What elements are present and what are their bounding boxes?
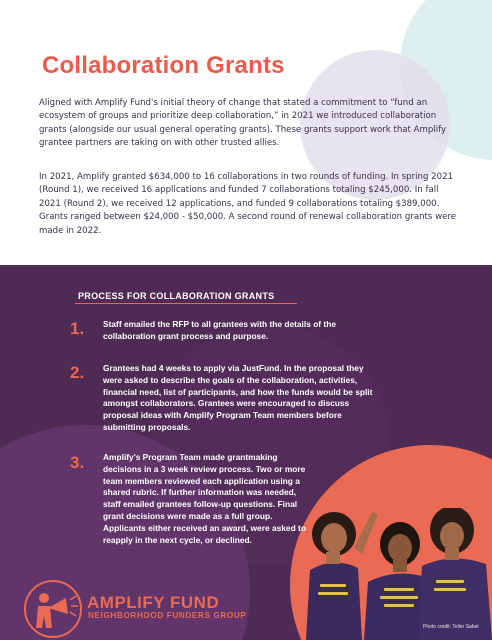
brand-subtitle: NEIGHBORHOOD FUNDERS GROUP bbox=[88, 611, 247, 620]
step-1-number: 1. bbox=[70, 319, 85, 338]
step-2-text: Grantees had 4 weeks to apply via JustFund. In the proposal they were asked to describe the goals of the collaboration, activities, financial need, list of participants, and how the funds would be split amongst collaborators. Grantees were encouraged to discuss proposal ideas with Amplify Program Team members before submitting proposals. bbox=[103, 363, 373, 432]
process-heading: PROCESS FOR COLLABORATION GRANTS bbox=[78, 291, 275, 301]
funding-summary-paragraph: In 2021, Amplify granted $634,000 to 16 collaborations in two rounds of funding. In spring 2021 (Round 1), we received 16 applications and funded 7 collaborations totaling $245,000. In fall 2021 (Round 2), we received 12 applications, and funded 9 collaborations totaling $389,000. Grants ranged between $24,000 - $50,000. A second round of renewal collaboration grants were made in 2022. bbox=[39, 172, 457, 236]
page-title: Collaboration Grants bbox=[42, 52, 285, 79]
step-2-number: 2. bbox=[70, 363, 85, 382]
megaphone-icon bbox=[22, 578, 84, 640]
brand-name: AMPLIFY FUND bbox=[87, 593, 220, 612]
step-3-number: 3. bbox=[70, 453, 85, 472]
photo-credit: Photo credit: Teller Sabel bbox=[423, 624, 479, 630]
grantee-group-photo bbox=[296, 508, 492, 640]
step-1-text: Staff emailed the RFP to all grantees with the details of the collaboration grant process and purpose. bbox=[103, 319, 336, 341]
step-3-text: Amplify's Program Team made grantmaking decisions in a 3 week review process. Two or more team members reviewed each application using a shared rubric. If further information was needed, staff emailed grantees follow-up questions. Final grant decisions were made as a full group. Applicants either received an award, were asked to reapply in the next cycle, or declined. bbox=[103, 452, 306, 545]
heading-underline bbox=[75, 303, 297, 304]
intro-paragraph: Aligned with Amplify Fund's initial theory of change that stated a commitment to “fund an ecosystem of groups and prioritize deep collaboration,” in 2021 we introduced collaboration grants (alongside our usual general operating grants). These grants support work that Amplify grantee partners are taking on with other trusted allies. bbox=[39, 98, 447, 149]
